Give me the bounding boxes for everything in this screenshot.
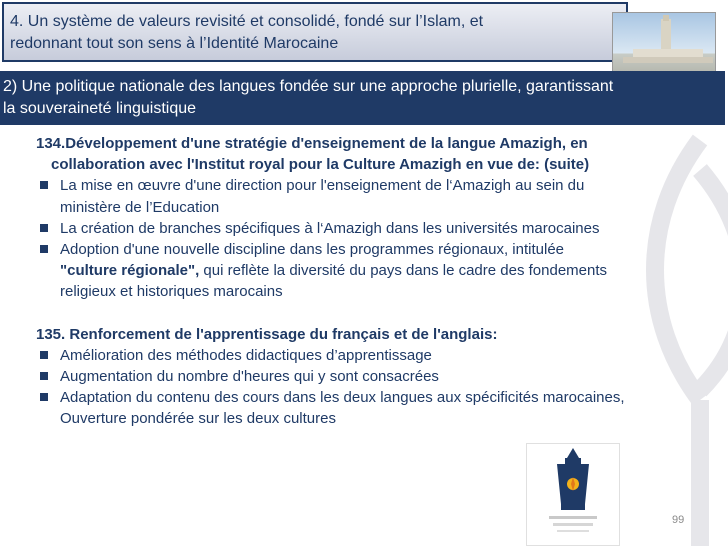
square-bullet-icon [40, 372, 48, 380]
bullet-text: La création de branches spécifiques à l‘Amazigh dans les universités marocaines [60, 219, 600, 237]
square-bullet-icon [40, 224, 48, 232]
mosque-image [613, 13, 716, 72]
bullet-text: Augmentation du nombre d'heures qui y sont consacrées [60, 368, 439, 386]
bullet-bold-text: "culture régionale", [60, 262, 200, 280]
list-item [36, 239, 706, 303]
slide-body [36, 133, 706, 430]
bullet-text-cont [60, 260, 706, 281]
subtitle-bar [0, 71, 725, 125]
title-line-1: 4. Un système de valeurs revisité et consolidé, fondé sur l’Islam, et [10, 13, 484, 30]
bullet-text-rest: qui reflète la diversité du pays dans le cadre des fondements [199, 262, 608, 280]
slide-title [2, 2, 628, 62]
bullet-text: La mise en œuvre d'une direction pour l'enseignement de l‘Amazigh au sein du [60, 177, 585, 195]
subtitle-line-1: 2) Une politique nationale des langues fondée sur une approche plurielle, garantissant [3, 78, 614, 95]
subtitle-line-2: la souveraineté linguistique [3, 100, 197, 117]
bullet-text: Amélioration des méthodes didactiques d’apprentissage [60, 346, 432, 364]
spacer [36, 303, 706, 324]
page-number: 99 [672, 514, 685, 526]
bullet-text: Adaptation du contenu des cours dans les deux langues aux spécificités marocaines, [60, 389, 625, 407]
section-134-heading-cont: collaboration avec l'Institut royal pour la Culture Amazigh en vue de: (suite) [51, 156, 590, 174]
bullet-text-cont: Ouverture pondérée sur les deux cultures [60, 410, 336, 428]
list-item [36, 218, 706, 239]
list-item [36, 175, 706, 217]
square-bullet-icon [40, 181, 48, 189]
list-item [36, 345, 706, 366]
list-item [36, 387, 706, 429]
lamp-logo-icon [527, 444, 619, 545]
bullet-text-cont: religieux et historiques marocains [60, 283, 283, 301]
bullet-text-cont: ministère de l’Education [60, 198, 220, 216]
party-logo [526, 443, 620, 546]
section-135-heading: 135. Renforcement de l'apprentissage du français et de l'anglais: [36, 325, 498, 343]
list-item [36, 366, 706, 387]
section-134-heading: 134.Développement d'une stratégie d'enseignement de la langue Amazigh, en [36, 135, 588, 152]
title-line-2: redonnant tout son sens à l’Identité Marocaine [10, 35, 339, 52]
square-bullet-icon [40, 351, 48, 359]
square-bullet-icon [40, 393, 48, 401]
square-bullet-icon [40, 245, 48, 253]
bullet-text: Adoption d'une nouvelle discipline dans les programmes régionaux, intitulée [60, 241, 565, 259]
mosque-photo [612, 12, 716, 72]
